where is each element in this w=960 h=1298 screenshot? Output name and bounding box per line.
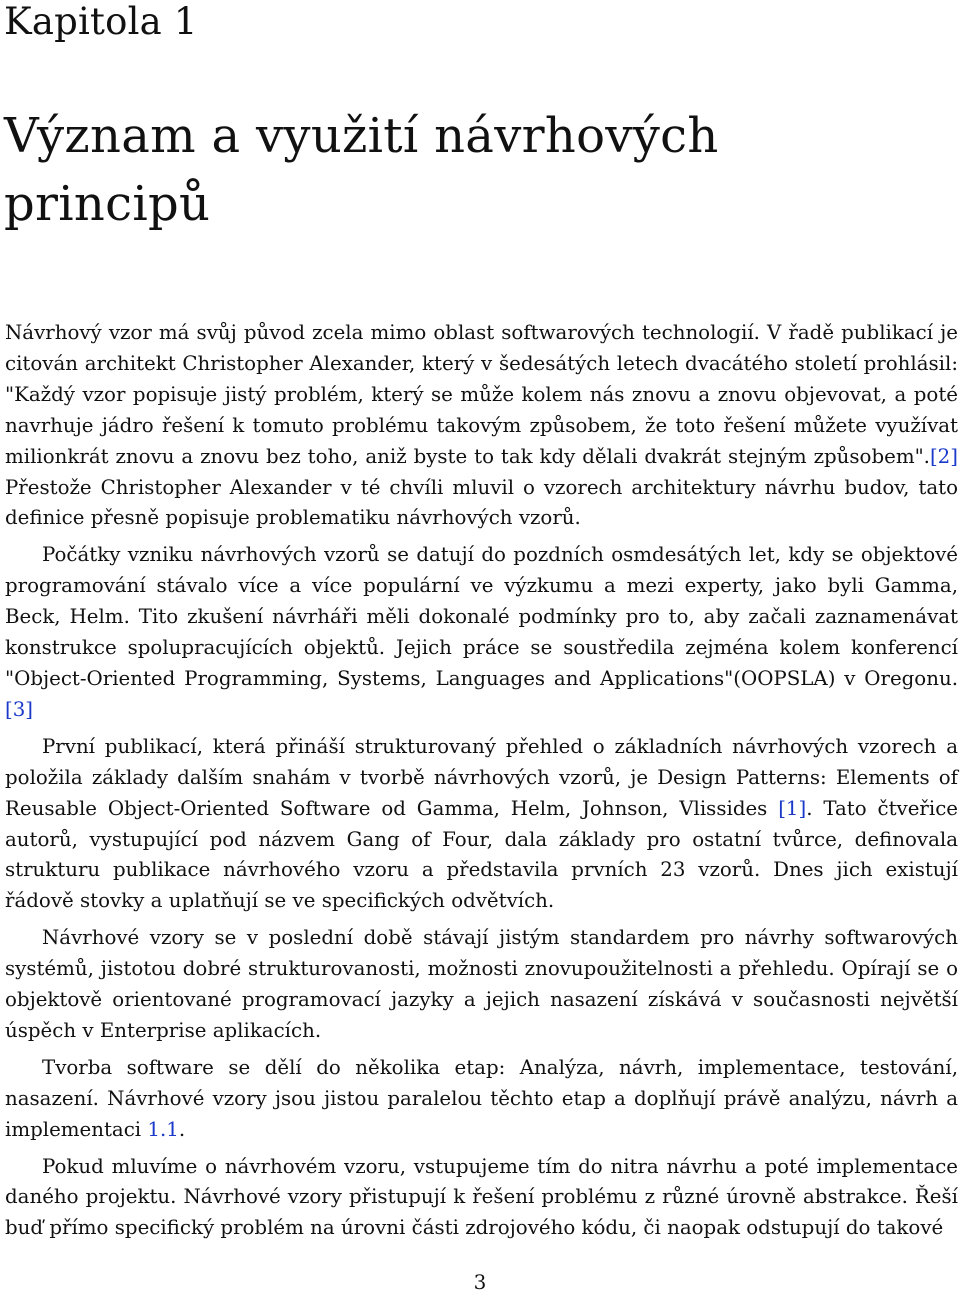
citation-link-1[interactable]: [1] xyxy=(778,796,807,820)
citation-link-3[interactable]: [3] xyxy=(5,697,34,721)
citation-link-2[interactable]: [2] xyxy=(929,444,958,468)
paragraph-1 xyxy=(5,318,958,534)
chapter-title: Význam a využití návrhových principů xyxy=(4,108,719,232)
paragraph-1-text-b: Přestože Christopher Alexander v té chvíli mluvil o vzorech architektury návrhu budov, tato definice přesně popisuje problematiku návrhových vzorů. xyxy=(5,475,958,530)
paragraph-4-text-a: Návrhové vzory se v poslední době stávají jistým standardem pro návrhy softwarových systémů, jistotou dobré strukturovanosti, možnosti znovupoužitelnosti a přehledu. Opírají se o objektově orientované programovací jazyky a jejich nasazení získává v současnosti největší úspěch v Enterprise aplikacích. xyxy=(5,926,958,1042)
figure-reference-link[interactable]: 1.1 xyxy=(147,1117,179,1141)
paragraph-6-text-a: Pokud mluvíme o návrhovém vzoru, vstupujeme tím do nitra návrhu a poté implementace daného projektu. Návrhové vzory přistupují k řešení problému z různé úrovně abstrakce. Řeší buď přímo specifický problém na úrovni části zdrojového kódu, či naopak odstupují do takové xyxy=(5,1154,958,1240)
paragraph-3-text-b: . Tato čtveřice autorů, vystupující pod názvem Gang of Four, dala základy pro ostatní tvůrce, definovala strukturu publikace návrhového vzoru a představila prvních 23 vzorů. Dnes jich existují řádově stovky a uplatňují se ve specifických odvětvích. xyxy=(5,796,958,913)
paragraph-4 xyxy=(5,923,958,1047)
document-body xyxy=(5,318,958,1250)
paragraph-6 xyxy=(5,1152,958,1245)
paragraph-1-text-a: Návrhový vzor má svůj původ zcela mimo oblast softwarových technologií. V řadě publikací je citován architekt Christopher Alexander, který v šedesátých letech dvacátého století prohlásil: "Každý vzor popisuje jistý problém, který se může kolem nás znovu a znovu objevovat, a poté navrhuje jádro řešení k tomuto problému takovým způsobem, že toto řešení můžete využívat milionkrát znovu a znovu bez toho, aniž byste to tak kdy dělali dvakrát stejným způsobem". xyxy=(5,321,958,468)
chapter-label: Kapitola 1 xyxy=(4,0,198,43)
paragraph-2-text-a: Počátky vzniku návrhových vzorů se datují do pozdních osmdesátých let, kdy se objektové programování stávalo více a více populární ve výzkumu a mezi experty, jako byli Gamma, Beck, Helm. Tito zkušení návrháři měli dokonalé podmínky pro to, aby začali zaznamenávat konstrukce spolupracujících objektů. Jejich práce se soustředila zejména kolem konferencí "Object-Oriented Programming, Systems, Languages and Applications"(OOPSLA) v Oregonu. xyxy=(5,543,958,690)
paragraph-2 xyxy=(5,540,958,725)
paragraph-3-text-a: První publikací, která přináší strukturovaný přehled o základních návrhových vzorech a položila základy dalším snahám v tvorbě návrhových vzorů, je Design Patterns: Elements of Reusable Object-Oriented Software od Gamma, Helm, Johnson, Vlissides xyxy=(5,734,958,820)
paragraph-3 xyxy=(5,732,958,917)
page-number: 3 xyxy=(473,1270,487,1294)
paragraph-5-text-b: . xyxy=(178,1117,186,1141)
paragraph-5 xyxy=(5,1053,958,1146)
paragraph-5-text-a: Tvorba software se dělí do několika etap: Analýza, návrh, implementace, testování, nasazení. Návrhové vzory jsou jistou paralelou těchto etap a doplňují právě analýzu, návrh a implementaci xyxy=(5,1055,958,1141)
